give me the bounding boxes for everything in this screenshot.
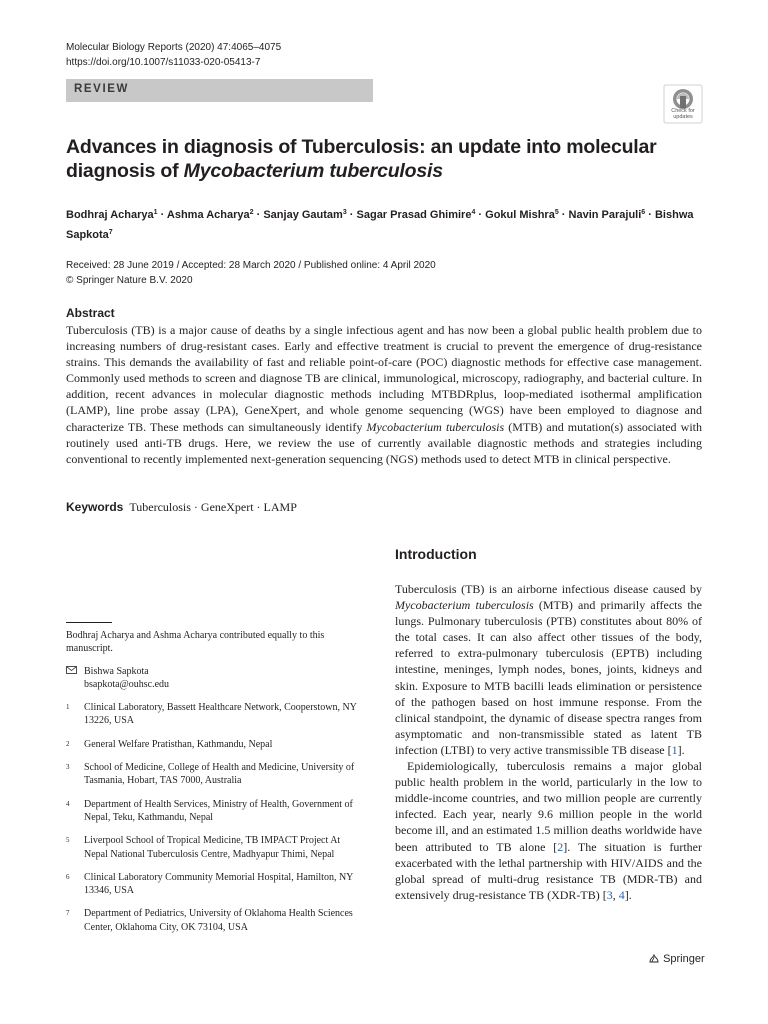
author-name[interactable]: Ashma Acharya — [166, 209, 250, 221]
publication-dates — [66, 258, 436, 288]
affiliation-item — [66, 907, 366, 934]
footnotes — [66, 629, 366, 944]
article-title — [66, 135, 706, 183]
keywords — [66, 500, 297, 515]
keywords-label: Keywords — [66, 500, 124, 514]
author-name[interactable]: Gokul Mishra — [485, 209, 555, 221]
section-band — [66, 79, 373, 102]
doi-link[interactable]: https://doi.org/10.1007/s11033-020-05413-7 — [66, 57, 261, 68]
affiliation-item — [66, 738, 366, 751]
footnote-rule — [66, 622, 112, 623]
author-separator: · — [157, 209, 167, 221]
affiliation-number: 4 — [66, 799, 70, 808]
affiliation-text: Liverpool School of Tropical Medicine, TB IMPACT Project At Nepal National Tuberculosis Centre, Madhyapur Thimi, Nepal — [84, 835, 341, 860]
affiliation-number: 7 — [66, 909, 70, 918]
author-affiliation-marker: 6 — [641, 209, 646, 216]
title-text: Advances in diagnosis of Tuberculosis: an update into molecular diagnosis of — [66, 136, 657, 182]
citation-link[interactable]: 1 — [671, 742, 678, 757]
corresponding-author — [66, 665, 366, 692]
author-separator: · — [475, 209, 486, 221]
author-affiliation-marker: 4 — [471, 209, 476, 216]
author-name[interactable]: Bishwa Sapkota — [66, 209, 694, 241]
publisher-name: Springer — [663, 953, 705, 965]
author-name[interactable]: Navin Parajuli — [568, 209, 642, 221]
author-name[interactable]: Bodhraj Acharya — [66, 209, 154, 221]
affiliation-item — [66, 798, 366, 825]
author-affiliation-marker: 2 — [249, 209, 254, 216]
author-separator: · — [645, 209, 655, 221]
affiliation-text: Department of Health Services, Ministry of Health, Government of Nepal, Teku, Kathmandu, Nepal — [84, 798, 353, 823]
springer-logo-icon — [648, 953, 663, 965]
author-name[interactable]: Sagar Prasad Ghimire — [356, 209, 472, 221]
intro-paragraph-2: Epidemiologically, tuberculosis remains a major global public health problem in the world, particularly in the low to middle-income countries, and two million people are currently infected. Each year, nearly 9.6 million people in the world become ill, and an estimated 1.5 million deaths worldwide have been attributed to TB alone [2]. The situation is further exacerbated with the lethal partnership with HIV/AIDS and the global spread of multi-drug resistance TB (MDR-TB) and extensively drug-resistance TB (XDR-TB) [3, 4]. — [395, 759, 703, 902]
citation-link[interactable]: 3 — [606, 887, 613, 902]
section-label: REVIEW — [74, 83, 129, 95]
equal-contribution-note: Bodhraj Acharya and Ashma Acharya contributed equally to this manuscript. — [66, 630, 325, 655]
keywords-list: Tuberculosis · GeneXpert · LAMP — [129, 500, 297, 514]
affiliation-text: General Welfare Pratisthan, Kathmandu, Nepal — [84, 738, 273, 750]
affiliation-item — [66, 871, 366, 898]
affiliation-number: 1 — [66, 703, 70, 712]
intro-paragraph-1: Tuberculosis (TB) is an airborne infectious disease caused by Mycobacterium tuberculosis (MTB) and primarily affects the lungs. Pulmonary tuberculosis (PTB) constitutes about 80% of the total cases. It can also affect other tissues of the body, referred to extra-pulmonary tuberculosis (EPTB) including intestine, meninges, lymph nodes, bones, joints, kidneys and skin. Exposure to MTB bacilli leads elimination or persistence of the pathogen based on host immune response. From the clinical standpoint, the dynamic of disease spectra ranges from asymptomatic and non-transmissible stated as latent TB infection (LTBI) to very active transmissible TB disease [1]. — [395, 582, 702, 757]
journal-header — [66, 40, 281, 70]
dates-line: Received: 28 June 2019 / Accepted: 28 March 2020 / Published online: 4 April 2020 — [66, 260, 436, 271]
abstract-heading: Abstract — [66, 306, 115, 320]
copyright-line: © Springer Nature B.V. 2020 — [66, 275, 193, 286]
title-italic: Mycobacterium tuberculosis — [183, 160, 443, 182]
journal-citation: Molecular Biology Reports (2020) 47:4065–4075 — [66, 42, 282, 53]
author-list — [66, 204, 716, 244]
author-separator: · — [558, 209, 569, 221]
author-separator: · — [346, 209, 357, 221]
affiliation-list — [66, 701, 366, 934]
affiliation-text: Department of Pediatrics, University of Oklahoma Health Sciences Center, Oklahoma City, OK 73104, USA — [84, 908, 353, 933]
affiliation-number: 5 — [66, 836, 70, 845]
affiliation-number: 6 — [66, 872, 70, 881]
affiliation-text: School of Medicine, College of Health and Medicine, University of Tasmania, Hobart, TAS 7000, Australia — [84, 762, 355, 787]
author-affiliation-marker: 3 — [342, 209, 347, 216]
check-for-updates-badge[interactable] — [663, 84, 703, 124]
affiliation-text: Clinical Laboratory Community Memorial Hospital, Hamilton, NY 13346, USA — [84, 871, 354, 897]
affiliation-text: Clinical Laboratory, Bassett Healthcare Network, Cooperstown, NY 13226, USA — [84, 702, 357, 727]
author-affiliation-marker: 5 — [554, 209, 559, 216]
affiliation-number: 2 — [66, 739, 70, 748]
publisher-footer — [648, 952, 705, 965]
introduction-body — [395, 581, 702, 903]
citation-link[interactable]: 2 — [557, 839, 564, 854]
affiliation-item — [66, 834, 366, 861]
abstract-body: Tuberculosis (TB) is a major cause of deaths by a single infectious agent and has now been a global public health problem due to increasing numbers of drug-resistant cases. Early and effective treatment is crucial to prevent the emergence of drug-resistance strains. This demands the availability of fast and reliable point-of-care (POC) diagnostic methods for effective case management. Commonly used methods to screen and diagnose TB are clinical, immunological, microscopy, radiography, and bacterial culture. In addition, recent advances in molecular diagnostic methods including MTBDRplus, loop-mediated isothermal amplification (LAMP), line probe assay (LPA), GeneXpert, and whole genome sequencing (WGS) have been employed to diagnose and characterize TB. These methods can simultaneously identify Mycobacterium tuberculosis (MTB) and mutation(s) associated with routinely used anti-TB drugs. Here, we review the use of currently available diagnostic methods and strategies including conventional to recently implemented next-generation sequencing (NGS) methods used to detect MTB in clinical perspective. — [66, 323, 702, 466]
author-separator: · — [253, 209, 264, 221]
envelope-icon — [66, 665, 84, 692]
affiliation-item — [66, 701, 366, 728]
affiliation-item — [66, 761, 366, 788]
citation-link[interactable]: 4 — [618, 887, 625, 902]
author-affiliation-marker: 7 — [108, 229, 113, 236]
corresponding-name: Bishwa Sapkota — [84, 665, 149, 677]
corresponding-email[interactable]: bsapkota@ouhsc.edu — [84, 678, 170, 690]
affiliation-number: 3 — [66, 763, 70, 772]
author-affiliation-marker: 1 — [153, 209, 158, 216]
crossmark-label: Check for updates — [671, 108, 695, 120]
introduction-heading: Introduction — [395, 546, 477, 562]
author-name[interactable]: Sanjay Gautam — [263, 209, 343, 221]
